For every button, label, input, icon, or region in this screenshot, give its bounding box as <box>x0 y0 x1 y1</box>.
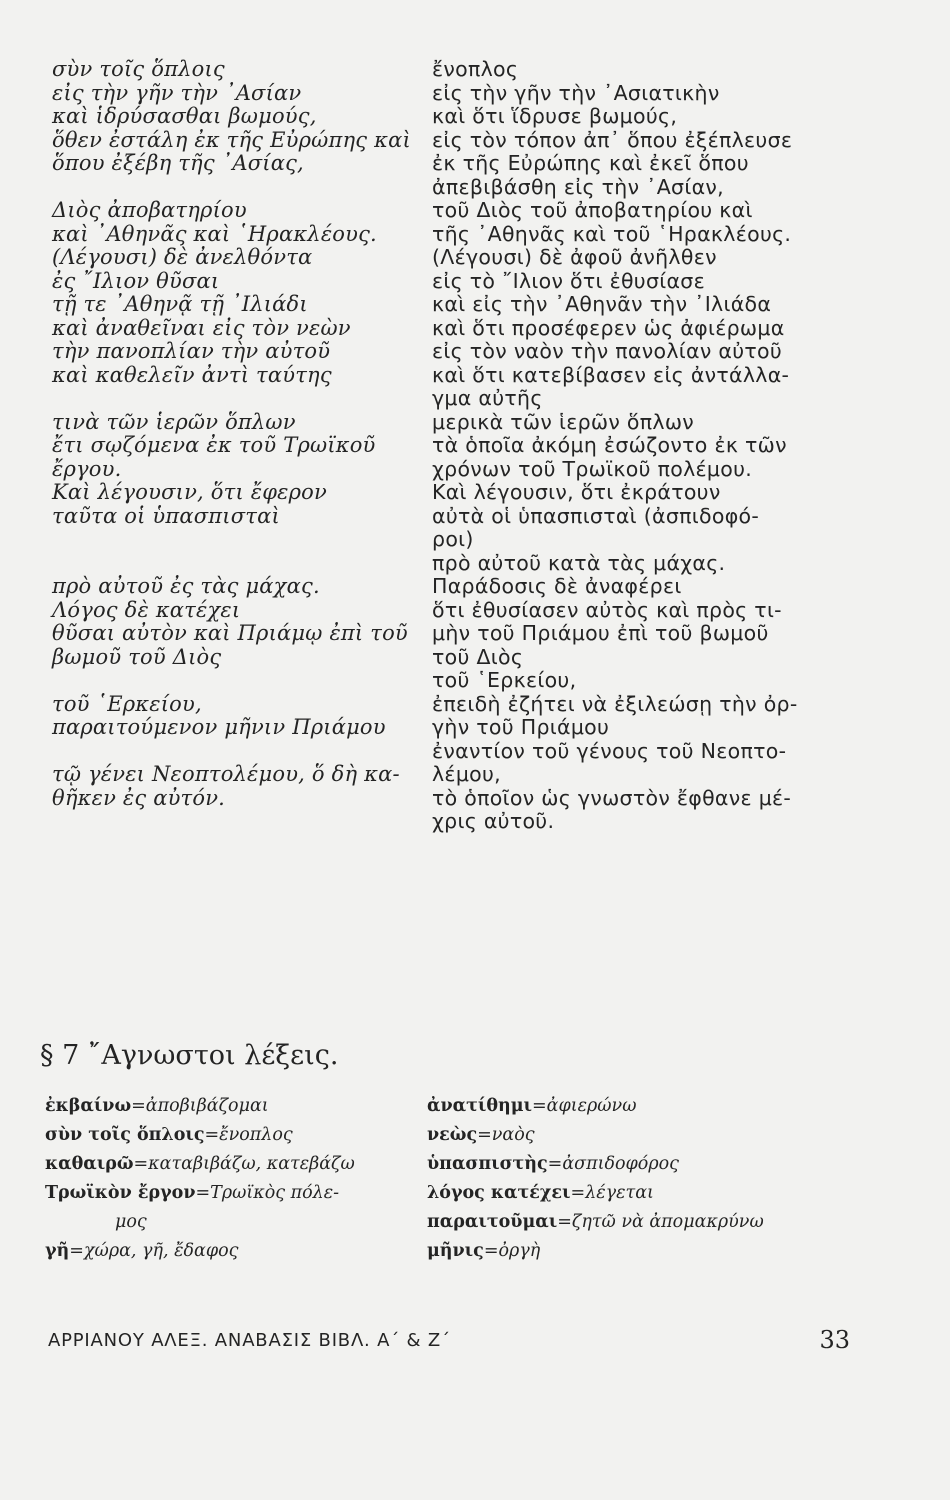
text-line: μερικὰ τῶν ἱερῶν ὅπλων <box>432 409 695 434</box>
equals-sign: = <box>557 1212 572 1232</box>
text-line: εἰς τὴν γῆν τὴν ᾿Ασιατικὴν <box>432 80 720 105</box>
glossary-entry <box>45 1150 425 1179</box>
text-line: (Λέγουσι) δὲ ἀφοῦ ἀνῆλθεν <box>432 245 717 269</box>
glossary-entry <box>45 1208 425 1237</box>
glossary-entry <box>45 1237 425 1266</box>
text-line: γμα αὐτῆς <box>432 386 543 410</box>
text-line: ἀπεβιβάσθη εἰς τὴν ᾿Ασίαν, <box>432 174 724 199</box>
text-line: ἔνοπλος <box>432 57 519 81</box>
glossary-definition: χώρα, γῆ, ἔδαφος <box>83 1241 239 1261</box>
text-line: χρόνων τοῦ Τρωϊκοῦ πολέμου. <box>432 456 753 481</box>
translation-column <box>432 58 852 834</box>
text-line: (Λέγουσι) δὲ ἀνελθόντα <box>52 245 313 269</box>
text-line: εἰς τὸ ῎Ιλιον ὅτι ἐθυσίασε <box>432 268 705 293</box>
text-line: καὶ ἱδρύσασθαι βωμούς, <box>52 104 317 128</box>
text-line: Διὸς ἀποβατηρίου <box>52 198 247 222</box>
glossary-entry <box>45 1179 425 1208</box>
book-title: ΑΡΡΙΑΝΟΥ ΑΛΕΞ. ΑΝΑΒΑΣΙΣ ΒΙΒΛ. Α΄ & Ζ΄ <box>48 1330 451 1351</box>
glossary-entry <box>45 1092 425 1121</box>
glossary-entry <box>427 1150 857 1179</box>
section-heading: § 7 ῎Αγνωστοι λέξεις. <box>40 1040 339 1071</box>
text-line: ἐναντίον τοῦ γένους τοῦ Νεοπτο- <box>432 738 787 763</box>
text-line: καὶ ὅτι προσέφερεν ὡς ἀφιέρωμα <box>432 315 785 340</box>
glossary-definition: Τρωϊκὸς πόλε- <box>210 1183 340 1203</box>
text-line: ροι) <box>432 527 474 551</box>
text-line: ὅθεν ἐστάλη ἐκ τῆς Εὐρώπης καὶ <box>52 127 411 152</box>
glossary-definition: ἀποβιβάζομαι <box>145 1096 269 1116</box>
glossary-definition: ζητῶ νὰ ἀπομακρύνω <box>571 1212 764 1232</box>
glossary-term: λόγος κατέχει <box>427 1183 571 1203</box>
text-line: θῦσαι αὐτὸν καὶ Πριάμῳ ἐπὶ τοῦ <box>52 621 408 645</box>
text-line: αὐτὰ οἱ ὑπασπισταὶ (ἀσπιδοφό- <box>432 503 760 528</box>
glossary-term: νεὼς <box>427 1125 478 1145</box>
text-line <box>52 552 422 576</box>
text-line: ἐς ῎Ιλιον θῦσαι <box>52 268 220 293</box>
equals-sign: = <box>195 1183 211 1203</box>
text-line: πρὸ αὐτοῦ ἐς τὰς μάχας. <box>52 574 320 598</box>
ancient-text-column <box>52 58 422 810</box>
text-line <box>52 740 422 764</box>
text-line: Λόγος δὲ κατέχει <box>52 597 241 622</box>
text-line: βωμοῦ τοῦ Διὸς <box>52 644 222 669</box>
glossary-definition: ἀσπιδοφόρος <box>562 1154 679 1174</box>
equals-sign: = <box>532 1096 547 1116</box>
glossary-term: Τρωϊκὸν ἔργον <box>45 1183 196 1203</box>
text-line: εἰς τὸν τόπον ἀπ᾿ ὅπου ἐξέπλευσε <box>432 127 793 152</box>
text-line: χρις αὐτοῦ. <box>432 809 555 833</box>
equals-sign: = <box>547 1154 563 1174</box>
glossary-entry <box>45 1121 425 1150</box>
text-line: τὰ ὁποῖα ἀκόμη ἐσώζοντο ἐκ τῶν <box>432 433 787 457</box>
text-line: πρὸ αὐτοῦ κατὰ τὰς μάχας. <box>432 550 726 575</box>
glossary-term: μῆνις <box>427 1241 484 1261</box>
glossary-definition: μος <box>115 1212 147 1232</box>
text-line: Καὶ λέγουσιν, ὅτι ἐκράτουν <box>432 480 721 504</box>
glossary-entry <box>427 1208 857 1237</box>
text-line: θῆκεν ἐς αὐτόν. <box>52 785 226 810</box>
text-line: καὶ ᾿Αθηνᾶς καὶ ῾Ηρακλέους. <box>52 221 377 246</box>
text-line: ὅτι ἐθυσίασεν αὐτὸς καὶ πρὸς τι- <box>432 597 782 622</box>
text-line <box>52 528 422 552</box>
equals-sign: = <box>477 1125 492 1145</box>
text-line: καὶ καθελεῖν ἀντὶ ταύτης <box>52 362 332 387</box>
glossary-term: γῆ <box>45 1241 70 1261</box>
equals-sign: = <box>131 1096 146 1116</box>
glossary-left <box>45 1092 425 1266</box>
equals-sign: = <box>69 1241 84 1261</box>
glossary-definition: ὀργὴ <box>498 1241 541 1261</box>
text-line: καὶ ὅτι ἵδρυσε βωμούς, <box>432 104 678 128</box>
text-line: καὶ εἰς τὴν ᾿Αθηνᾶν τὴν ᾿Ιλιάδα <box>432 292 772 316</box>
glossary-definition: ἀφιερώνω <box>546 1096 637 1116</box>
text-line: λέμου, <box>432 762 501 786</box>
text-line: τῇ τε ᾿Αθηνᾷ τῇ ᾿Ιλιάδι <box>52 292 308 316</box>
glossary-term: σὺν τοῖς ὅπλοις <box>45 1125 205 1145</box>
glossary-entry <box>427 1179 857 1208</box>
text-line: ἐπειδὴ ἐζήτει νὰ ἐξιλεώσῃ τὴν ὀρ- <box>432 691 798 716</box>
text-line: καὶ ὅτι κατεβίβασεν εἰς ἀντάλλα- <box>432 362 790 387</box>
glossary-term: ἐκβαίνω <box>45 1096 132 1116</box>
text-line: τῆς ᾿Αθηνᾶς καὶ τοῦ ῾Ηρακλέους. <box>432 221 792 246</box>
text-line: ἐκ τῆς Εὐρώπης καὶ ἐκεῖ ὅπου <box>432 151 749 175</box>
text-line: καὶ ἀναθεῖναι εἰς τὸν νεὼν <box>52 315 351 340</box>
text-line: τοῦ ῾Ερκείου, <box>432 668 577 692</box>
glossary-definition: λέγεται <box>585 1183 654 1203</box>
text-line: εἰς τὴν γῆν τὴν ᾿Ασίαν <box>52 80 302 105</box>
glossary-right <box>427 1092 857 1266</box>
text-line: μὴν τοῦ Πριάμου ἐπὶ τοῦ βωμοῦ <box>432 621 769 645</box>
glossary-term: ὑπασπιστὴς <box>427 1154 548 1174</box>
glossary-term: καθαιρῶ <box>45 1154 134 1174</box>
text-line: Παράδοσις δὲ ἀναφέρει <box>432 574 682 598</box>
text-line <box>52 387 422 411</box>
text-line <box>52 669 422 693</box>
text-line: Καὶ λέγουσιν, ὅτι ἔφερον <box>52 480 327 504</box>
text-line: ταῦτα οἱ ὑπασπισταὶ <box>52 503 280 528</box>
page-footer <box>40 1326 850 1354</box>
glossary-entry <box>427 1121 857 1150</box>
text-line: γὴν τοῦ Πριάμου <box>432 715 610 739</box>
equals-sign: = <box>204 1125 220 1145</box>
glossary-entry <box>427 1237 857 1266</box>
text-line: σὺν τοῖς ὅπλοις <box>52 57 225 81</box>
glossary-definition: καταβιβάζω, κατεβάζω <box>148 1154 355 1174</box>
equals-sign: = <box>570 1183 586 1203</box>
text-line: τοῦ Διὸς τοῦ ἀποβατηρίου καὶ <box>432 198 753 222</box>
text-line: εἰς τὸν ναὸν τὴν πανολίαν αὐτοῦ <box>432 339 783 363</box>
glossary-entry <box>427 1092 857 1121</box>
equals-sign: = <box>133 1154 149 1174</box>
text-line: ἔργου. <box>52 456 122 481</box>
glossary-term: παραιτοῦμαι <box>427 1212 558 1232</box>
page-number: 33 <box>819 1326 850 1354</box>
text-line <box>52 176 422 200</box>
text-line: ἔτι σῳζόμενα ἐκ τοῦ Τρωϊκοῦ <box>52 433 376 457</box>
text-line: τοῦ ῾Ερκείου, <box>52 691 202 716</box>
text-line: τὴν πανοπλίαν τὴν αὐτοῦ <box>52 339 331 363</box>
text-line: τὸ ὁποῖον ὡς γνωστὸν ἔφθανε μέ- <box>432 785 792 810</box>
text-line: παραιτούμενον μῆνιν Πριάμου <box>52 715 386 739</box>
text-line: τῷ γένει Νεοπτολέμου, ὅ δὴ κα- <box>52 762 400 786</box>
text-line: ὅπου ἐξέβη τῆς ᾿Ασίας, <box>52 151 304 175</box>
glossary-term: ἀνατίθημι <box>427 1096 532 1116</box>
glossary-definition: ναὸς <box>491 1125 535 1145</box>
equals-sign: = <box>483 1241 499 1261</box>
text-line: τοῦ Διὸς <box>432 644 524 669</box>
glossary-definition: ἔνοπλος <box>219 1125 293 1145</box>
text-line: τινὰ τῶν ἱερῶν ὅπλων <box>52 409 296 434</box>
